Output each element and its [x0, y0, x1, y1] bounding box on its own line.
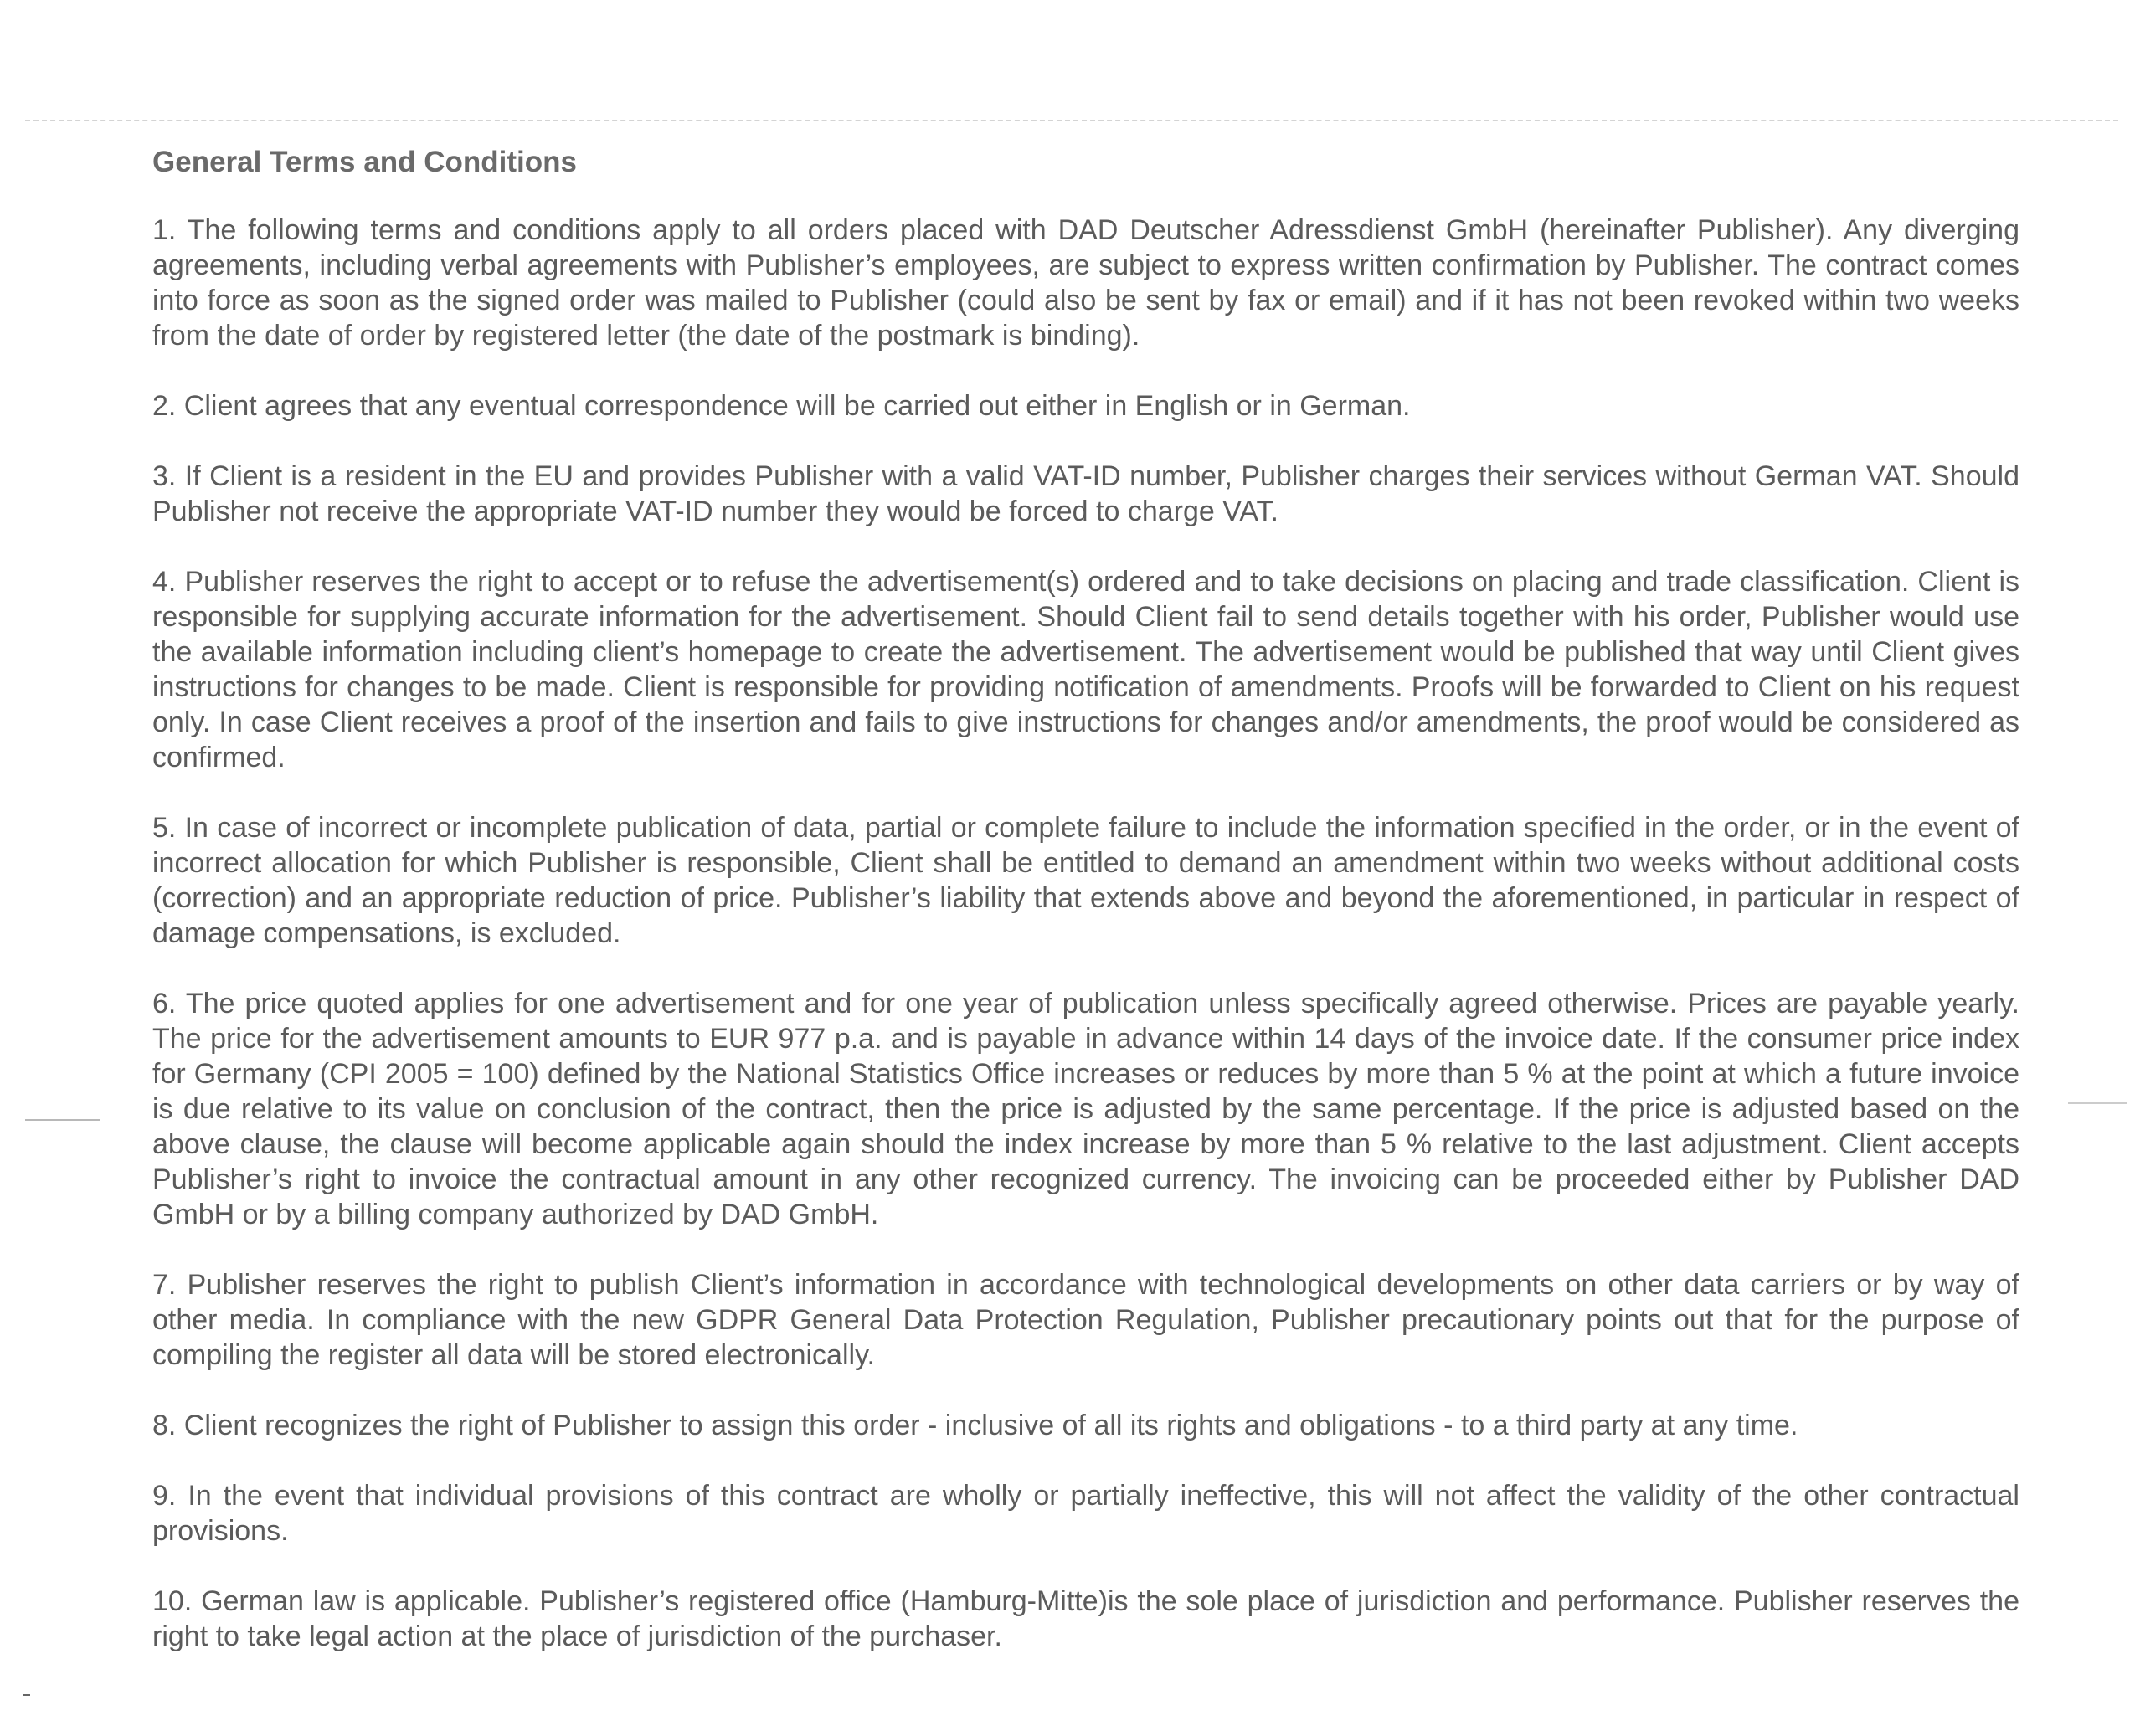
clause-1: 1. The following terms and conditions apply to all orders placed with DAD Deutscher Adressdienst GmbH (hereinafter Publisher). Any diverging agreements, including verbal agreements with Publisher’s employees, are subject to express written confirmation by Publisher. The contract comes into force as soon as the signed order was mailed to Publisher (could also be sent by fax or email) and if it has not been revoked within two weeks from the date of order by registered letter (the date of the postmark is binding).	[152, 214, 2019, 352]
terms-document	[152, 144, 2019, 1689]
scan-artifact-left-mark	[25, 1119, 100, 1121]
scan-artifact-bottom-mark	[23, 1694, 30, 1696]
clause-10: 10. German law is applicable. Publisher’s registered office (Hamburg-Mitte)is the sole place of jurisdiction and performance. Publisher reserves the right to take legal action at the place of jurisdiction of the purchaser.	[152, 1585, 2019, 1652]
clause-6: 6. The price quoted applies for one advertisement and for one year of publication unless specifically agreed otherwise. Prices are payable yearly. The price for the advertisement amounts to EUR 977 p.a. and is payable in advance within 14 days of the invoice date. If the consumer price index for Germany (CPI 2005 = 100) defined by the National Statistics Office increases or reduces by more than 5 % at the point at which a future invoice is due relative to its value on conclusion of the contract, then the price is adjusted by the same percentage. If the price is adjusted based on the above clause, the clause will become applicable again should the index increase by more than 5 % relative to the last adjustment. Client accepts Publisher’s right to invoice the contractual amount in any other recognized currency. The invoicing can be proceeded either by Publisher DAD GmbH or by a billing company authorized by DAD GmbH.	[152, 988, 2019, 1230]
scan-artifact-right-mark	[2068, 1102, 2127, 1104]
clause-3: 3. If Client is a resident in the EU and provides Publisher with a valid VAT-ID number, Publisher charges their services without German VAT. Should Publisher not receive the appropriate VAT-ID number they would be forced to charge VAT.	[152, 460, 2019, 527]
clause-4: 4. Publisher reserves the right to accept or to refuse the advertisement(s) ordered and to take decisions on placing and trade classification. Client is responsible for supplying accurate information for the advertisement. Should Client fail to send details together with his order, Publisher would use the available information including client’s homepage to create the advertisement. The advertisement would be published that way until Client gives instructions for changes to be made. Client is responsible for providing notification of amendments. Proofs will be forwarded to Client on his request only. In case Client receives a proof of the insertion and fails to give instructions for changes and/or amendments, the proof would be considered as confirmed.	[152, 566, 2019, 773]
clause-9: 9. In the event that individual provisions of this contract are wholly or partially ineffective, this will not affect the validity of the other contractual provisions.	[152, 1480, 2019, 1547]
document-title: General Terms and Conditions	[152, 146, 577, 178]
clause-7: 7. Publisher reserves the right to publish Client’s information in accordance with technological developments on other data carriers or by way of other media. In compliance with the new GDPR General Data Protection Regulation, Publisher precautionary points out that for the purpose of compiling the register all data will be stored electronically.	[152, 1269, 2019, 1371]
clause-2: 2. Client agrees that any eventual correspondence will be carried out either in English or in German.	[152, 390, 1411, 422]
clause-8: 8. Client recognizes the right of Publisher to assign this order - inclusive of all its rights and obligations - to a third party at any time.	[152, 1410, 1798, 1441]
clause-5: 5. In case of incorrect or incomplete publication of data, partial or complete failure to include the information specified in the order, or in the event of incorrect allocation for which Publisher is responsible, Client shall be entitled to demand an amendment within two weeks without additional costs (correction) and an appropriate reduction of price. Publisher’s liability that extends above and beyond the aforementioned, in particular in respect of damage compensations, is excluded.	[152, 812, 2019, 949]
scan-artifact-top-line	[25, 120, 2118, 121]
